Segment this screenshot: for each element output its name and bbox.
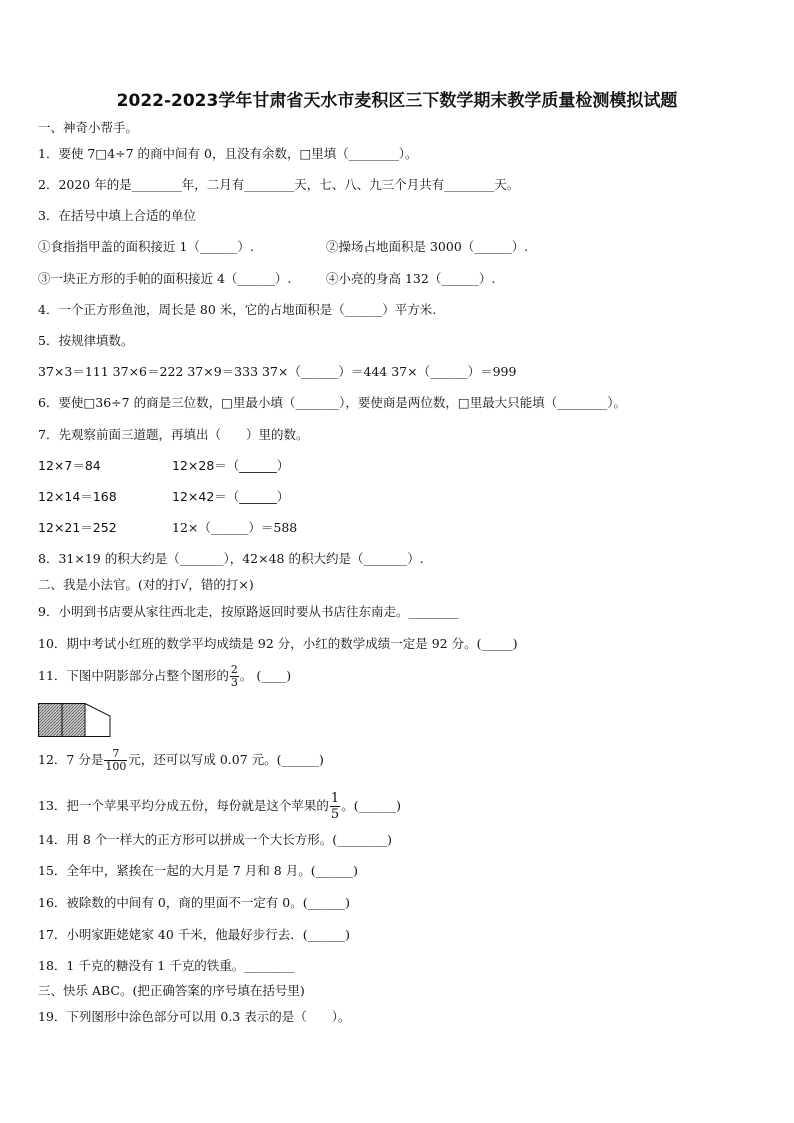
shaded-part-2: [62, 704, 85, 737]
q13-denominator: 5: [330, 807, 340, 822]
q11-numerator: 2: [230, 663, 238, 676]
question-13: [38, 791, 401, 822]
q11-figure: [38, 703, 112, 737]
q12-denominator: 100: [105, 760, 127, 773]
q13-fraction: [330, 791, 340, 822]
q11-denominator: 3: [230, 676, 238, 689]
q12-text: 12．7 分是: [38, 752, 104, 767]
q7-right-1: 12×28＝（______）: [172, 458, 290, 473]
question-19: 19．下列图形中涂色部分可以用 0.3 表示的是（ ）。: [38, 1009, 351, 1024]
question-5-row: 37×3＝111 37×6＝222 37×9＝333 37×（______）＝444 37×（______）＝999: [38, 364, 517, 379]
section-1-heading: 一、神奇小帮手。: [38, 120, 139, 135]
section-3-heading: 三、快乐 ABC。(把正确答案的序号填在括号里): [38, 983, 305, 998]
question-16: 16．被除数的中间有 0，商的里面不一定有 0。(______): [38, 895, 351, 910]
question-6: 6．要使□36÷7 的商是三位数，□里最小填（_______），要使商是两位数，□里最大只能填（________）。: [38, 395, 626, 410]
question-4: 4．一个正方形鱼池，周长是 80 米，它的占地面积是（______）平方米.: [38, 302, 437, 317]
question-3: 3．在括号中填上合适的单位: [38, 208, 196, 223]
question-5: 5．按规律填数。: [38, 333, 134, 348]
q12-numerator: 7: [104, 748, 127, 761]
q7-right-2: 12×42＝（______）: [172, 489, 290, 504]
page-title: 2022-2023学年甘肃省天水市麦积区三下数学期末教学质量检测模拟试题: [116, 91, 678, 111]
unshaded-part: [85, 704, 110, 737]
q13-numerator: 1: [330, 791, 340, 806]
q7-left-2: 12×14＝168: [38, 489, 117, 504]
question-18: 18．1 千克的糖没有 1 千克的铁重。________: [38, 958, 295, 973]
section-2-heading: 二、我是小法官。(对的打√，错的打×): [38, 577, 254, 592]
q11-text: 11．下图中阴影部分占整个图形的: [38, 668, 229, 683]
question-3c: ③一块正方形的手帕的面积接近 4（______）.: [38, 271, 292, 286]
q11-tail: 。 (____): [239, 668, 292, 683]
q12-tail: 元，还可以写成 0.07 元。(______): [128, 752, 324, 767]
q7-left-1: 12×7＝84: [38, 458, 101, 473]
q13-text: 13．把一个苹果平均分成五份，每份就是这个苹果的: [38, 798, 329, 813]
question-3b: ②操场占地面积是 3000（______）.: [326, 239, 529, 254]
question-14: 14．用 8 个一样大的正方形可以拼成一个大长方形。(________): [38, 832, 393, 847]
question-3d: ④小亮的身高 132（______）.: [326, 271, 496, 286]
q13-tail: 。(______): [341, 798, 401, 813]
q7-left-3: 12×21＝252: [38, 520, 117, 535]
question-17: 17．小明家距姥姥家 40 千米，他最好步行去．(______): [38, 927, 351, 942]
question-11: [38, 664, 291, 689]
q11-fraction: [230, 664, 239, 689]
question-8: 8．31×19 的积大约是（_______），42×48 的积大约是（_______）.: [38, 551, 424, 566]
question-7: 7．先观察前面三道题，再填出（ ）里的数。: [38, 427, 309, 442]
question-9: 9．小明到书店要从家往西北走，按原路返回时要从书店往东南走。________: [38, 604, 459, 619]
question-1: 1．要使 7□4÷7 的商中间有 0，且没有余数，□里填（________）。: [38, 146, 418, 161]
question-10: 10．期中考试小红班的数学平均成绩是 92 分，小红的数学成绩一定是 92 分。(_____): [38, 636, 518, 651]
question-15: 15．全年中，紧挨在一起的大月是 7 月和 8 月。(______): [38, 863, 358, 878]
q12-fraction: [104, 748, 127, 773]
question-2: 2．2020 年的是________年，二月有________天，七、八、九三个月共有________天。: [38, 177, 520, 192]
question-3a: ①食指指甲盖的面积接近 1（______）.: [38, 239, 254, 254]
q7-right-3: 12×（______）＝588: [172, 520, 298, 535]
question-12: [38, 748, 324, 773]
shaded-part-1: [39, 704, 63, 737]
